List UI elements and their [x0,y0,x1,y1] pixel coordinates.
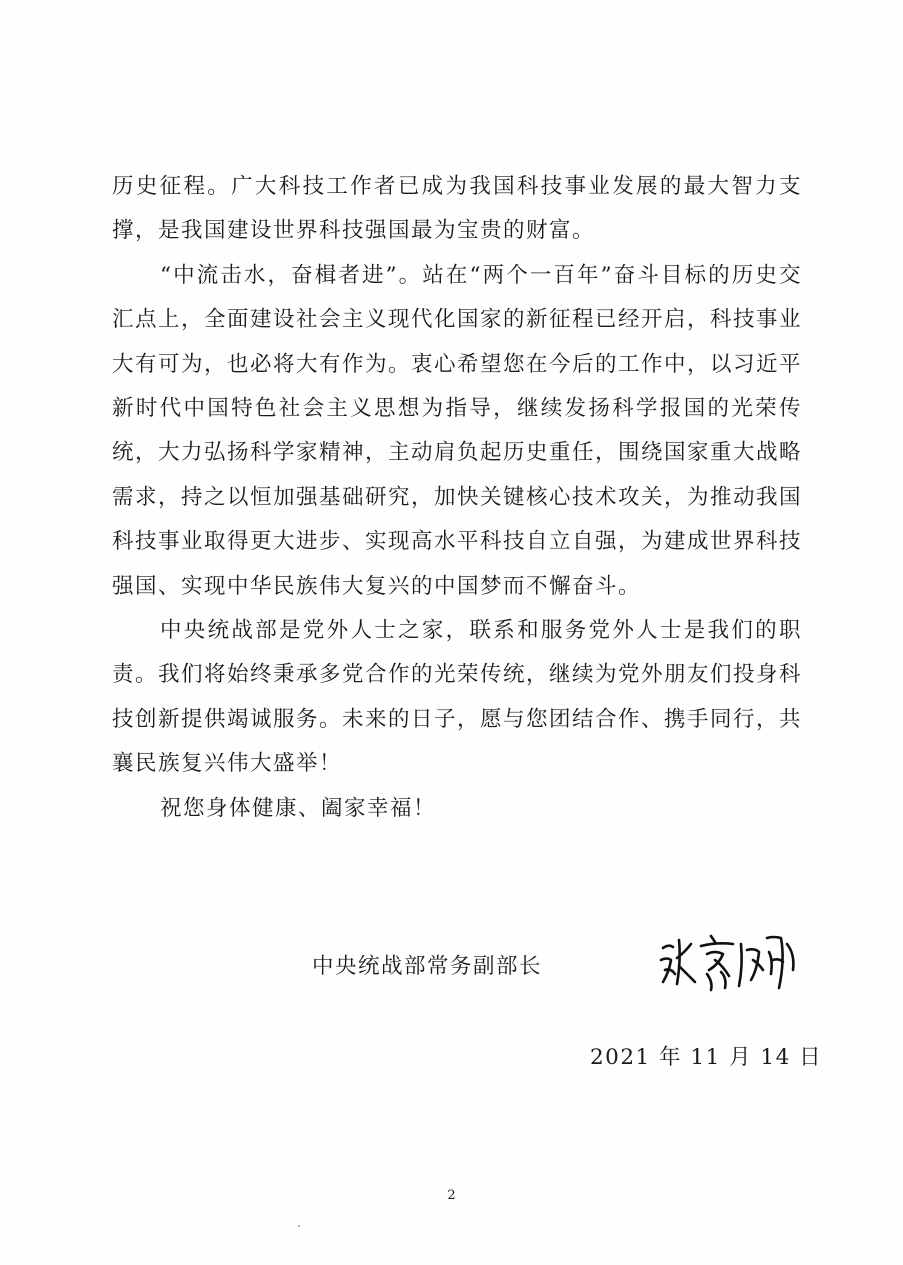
paragraph-3: 中央统战部是党外人士之家，联系和服务党外人士是我们的职责。我们将始终秉承多党合作的光荣传统，继续为党外朋友们投身科技创新提供竭诚服务。未来的日子，愿与您团结合作、携手同行，共襄民族复兴伟大盛举！ [112,618,803,777]
signatory-title: 中央统战部常务副部长 [312,954,543,979]
scan-speck [298,1225,300,1227]
paragraph-2: “中流击水，奋楫者进”。站在“两个一百年”奋斗目标的历史交汇点上，全面建设社会主义现代化国家的新征程已经开启，科技事业大有可为，也必将大有作为。衷心希望您在今后的工作中，以习近平新时代中国特色社会主义思想为指导，继续发扬科学报国的光荣传统，大力弘扬科学家精神，主动肩负起历史重任，围绕国家重大战略需求，持之以恒加强基础研究，加快关键核心技术攻关，为推动我国科技事业取得更大进步、实现高水平科技自立自强，为建成世界科技强国、实现中华民族伟大复兴的中国梦而不懈奋斗。 [112,262,803,599]
handwritten-signature [655,930,805,992]
letter-body [112,165,802,831]
page-number: 2 [447,1188,456,1203]
closing-greeting: 祝您身体健康、阖家幸福！ [160,795,437,821]
paragraph-1: 历史征程。广大科技工作者已成为我国科技事业发展的最大智力支撑，是我国建设世界科技强国最为宝贵的财富。 [112,174,802,244]
letter-date: 2021 年 11 月 14 日 [590,1045,823,1070]
